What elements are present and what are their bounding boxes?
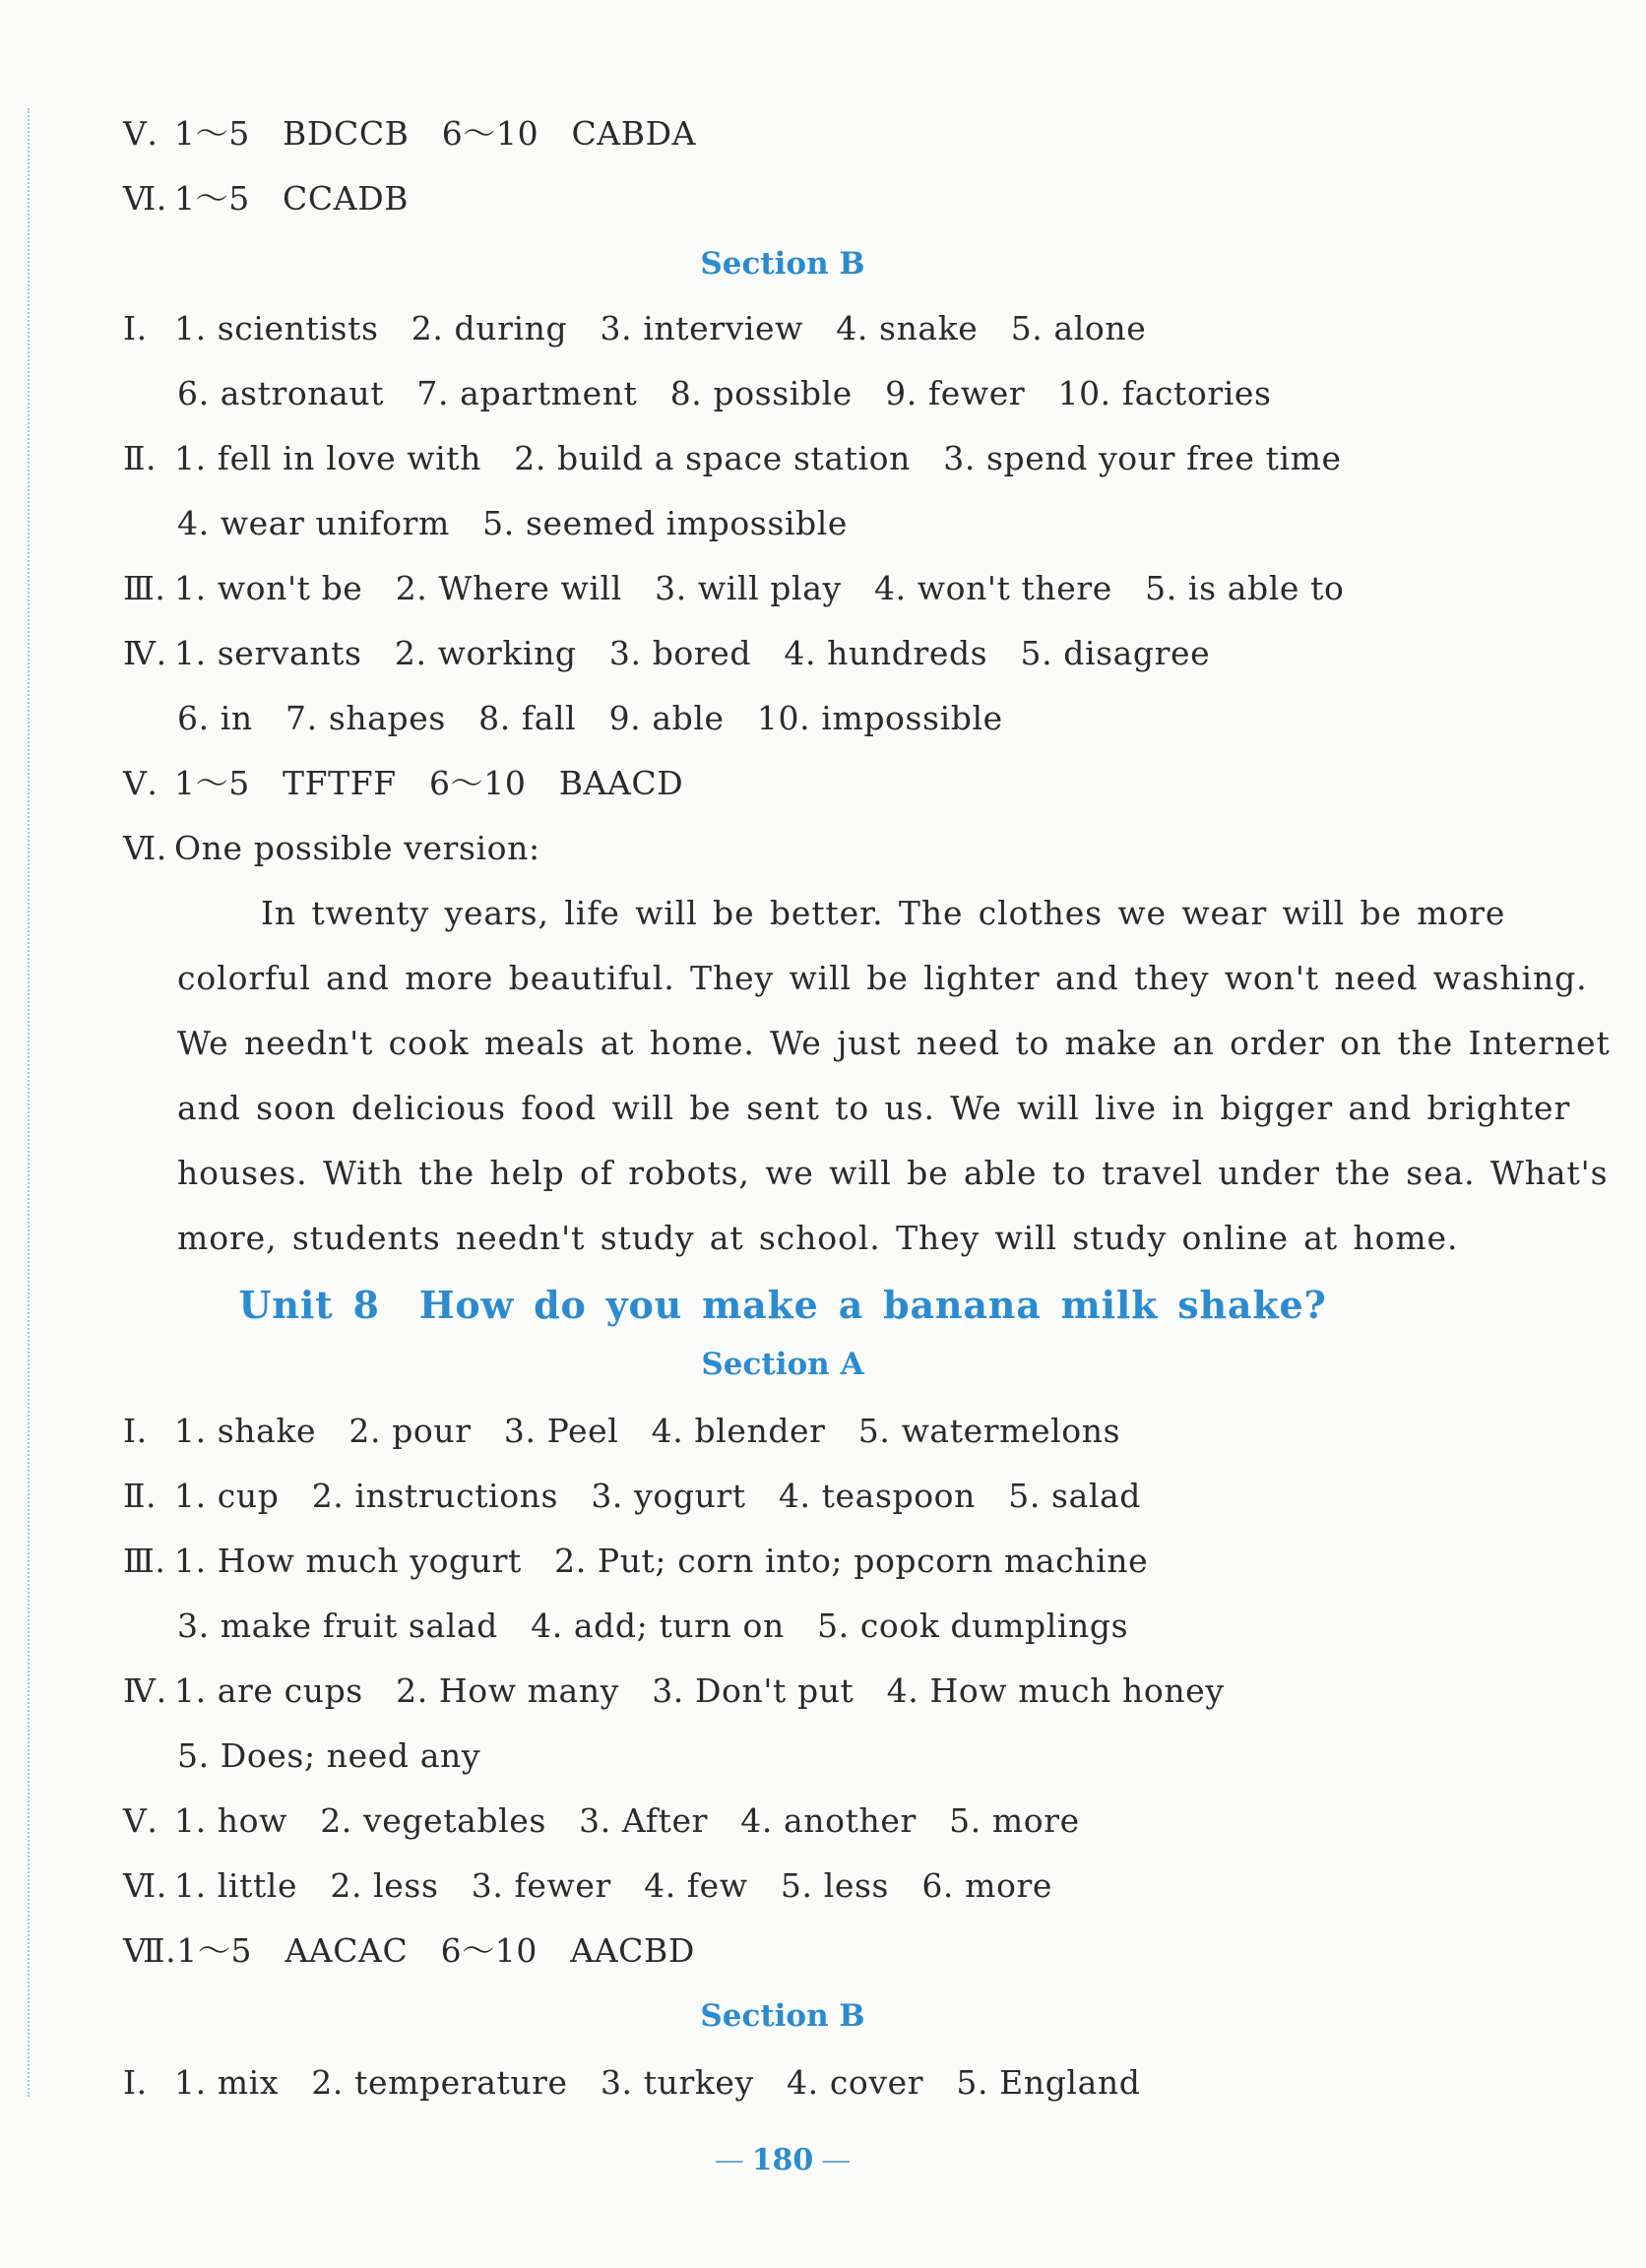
answer-line: Ⅲ. 1. won't be 2. Where will 3. will play 4. won't there 5. is able to [123,569,1345,607]
section-heading: Section B [700,246,865,282]
essay-line: We needn't cook meals at home. We just need to make an order on the Internet [177,1024,1611,1062]
essay-line: more, students needn't study at school. They will study online at home. [177,1219,1459,1257]
answer-line: Ⅰ. 1. scientists 2. during 3. interview 4. snake 5. alone [123,309,1147,347]
answer-line: Ⅶ.1～5 AACAC 6～10 AACBD [123,1931,695,1970]
essay-line: houses. With the help of robots, we will be able to travel under the sea. What's [177,1154,1609,1192]
section-heading: Section A [701,1347,864,1382]
answer-line: 3. make fruit salad 4. add; turn on 5. cook dumplings [177,1606,1129,1645]
answer-line: Ⅴ. 1～5 BDCCB 6～10 CABDA [123,114,697,153]
dash-left: — [714,2143,744,2177]
answer-line: Ⅰ. 1. shake 2. pour 3. Peel 4. blender 5. watermelons [123,1412,1121,1450]
dash-right: — [821,2143,852,2177]
unit-title: How do you make a banana milk shake? [418,1283,1327,1327]
unit-label: Unit 8 [238,1283,380,1327]
answer-line: Ⅵ. 1～5 CCADB [123,179,410,218]
answer-line: Ⅴ. 1. how 2. vegetables 3. After 4. another 5. more [123,1801,1080,1840]
answer-line: Ⅳ. 1. servants 2. working 3. bored 4. hundreds 5. disagree [123,634,1211,672]
essay-line: In twenty years, life will be better. The clothes we wear will be more [261,894,1506,932]
answer-line: 6. in 7. shapes 8. fall 9. able 10. impossible [177,699,1003,737]
unit-heading [0,1276,1565,1335]
answer-line: 5. Does; need any [177,1736,481,1775]
essay-line: and soon delicious food will be sent to us. We will live in bigger and brighter [177,1089,1571,1127]
essay-line: colorful and more beautiful. They will be lighter and they won't need washing. [177,959,1588,997]
answer-line: Ⅴ. 1～5 TFTFF 6～10 BAACD [123,764,684,802]
answer-line: Ⅰ. 1. mix 2. temperature 3. turkey 4. cover 5. England [123,2063,1141,2102]
answer-line: Ⅵ. One possible version: [123,829,540,867]
section-heading: Section B [700,1998,865,2034]
answer-line: Ⅵ. 1. little 2. less 3. fewer 4. few 5. less 6. more [123,1866,1052,1905]
answer-line: 4. wear uniform 5. seemed impossible [177,504,849,542]
answer-line: Ⅱ. 1. fell in love with 2. build a space station 3. spend your free time [123,439,1342,477]
answer-line: Ⅲ. 1. How much yogurt 2. Put; corn into; popcorn machine [123,1542,1149,1580]
answer-line: Ⅳ. 1. are cups 2. How many 3. Don't put 4. How much honey [123,1671,1225,1710]
answer-line: 6. astronaut 7. apartment 8. possible 9. fewer 10. factories [177,374,1272,412]
answer-line: Ⅱ. 1. cup 2. instructions 3. yogurt 4. teaspoon 5. salad [123,1477,1141,1515]
page-number: — 180 — [714,2143,852,2177]
